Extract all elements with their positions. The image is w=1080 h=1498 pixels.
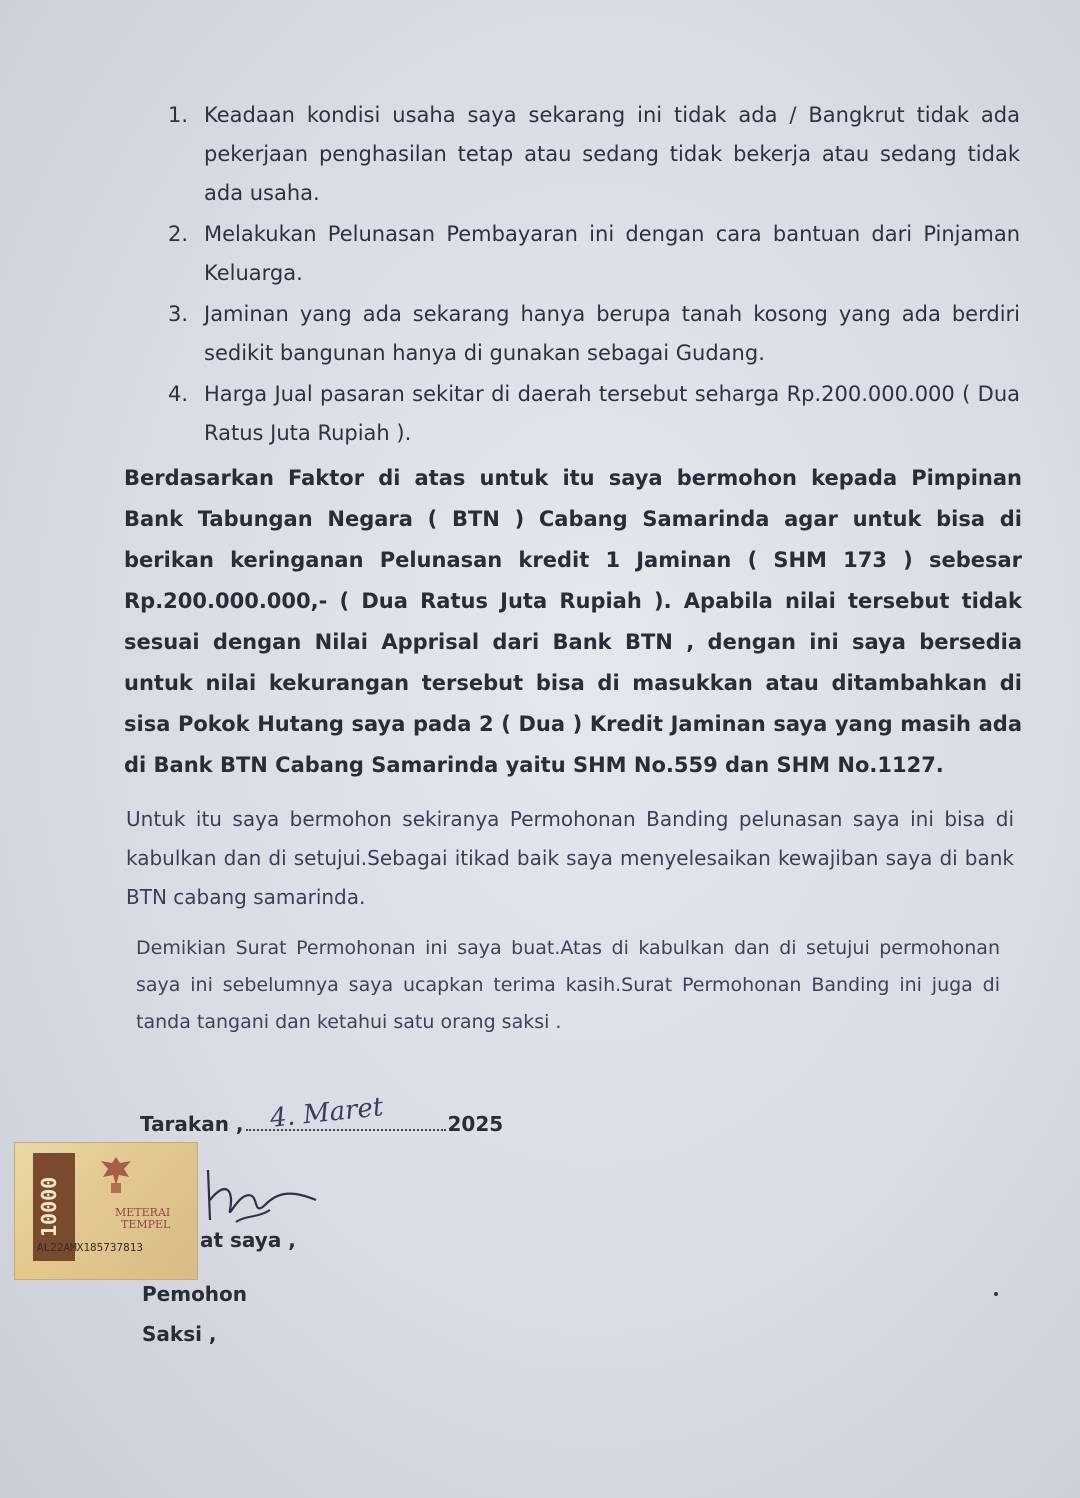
applicant-label: Pemohon <box>142 1282 248 1306</box>
list-number: 1. <box>168 103 189 127</box>
list-item <box>168 295 1020 373</box>
list-item <box>168 96 1020 213</box>
list-item <box>168 375 1020 453</box>
request-paragraph: Berdasarkan Faktor di atas untuk itu saya bermohon kepada Pimpinan Bank Tabungan Negara ( BTN ) Cabang Samarinda agar untuk bisa di berikan keringanan Pelunasan kredit 1 Jaminan ( SHM 173 ) sebesar Rp.200.000.000,- ( Dua Ratus Juta Rupiah ). Apabila nilai tersebut tidak sesuai dengan Nilai Apprisal dari Bank BTN , dengan ini saya bersedia untuk nilai kekurangan tersebut bisa di masukkan atau ditambahkan di sisa Pokok Hutang saya pada 2 ( Dua ) Kredit Jaminan saya yang masih ada di Bank BTN Cabang Samarinda yaitu SHM No.559 dan SHM No.1127. <box>124 466 1022 777</box>
list-item <box>168 215 1020 293</box>
date-year: 2025 <box>447 1112 504 1136</box>
list-text: Keadaan kondisi usaha saya sekarang ini tidak ada / Bangkrut tidak ada pekerjaan penghasilan tetap atau sedang tidak bekerja atau sedang tidak ada usaha. <box>204 103 1020 205</box>
list-number: 4. <box>168 382 189 406</box>
stamp-label <box>115 1207 170 1231</box>
reasons-list <box>168 96 1020 453</box>
stamp-value: 10000 <box>37 1176 61 1238</box>
handwritten-date: 4. Maret <box>268 1092 385 1134</box>
closing-paragraph: Demikian Surat Permohonan ini saya buat.Atas di kabulkan dan di setujui permohonan saya ini sebelumnya saya ucapkan terima kasih.Surat Permohonan Banding ini juga di tanda tangani dan ketahui satu orang saksi . <box>136 937 1000 1033</box>
appeal-paragraph: Untuk itu saya bermohon sekiranya Permohonan Banding pelunasan saya ini bisa di kabulkan dan di setujui.Sebagai itikad baik saya menyelesaikan kewajiban saya di bank BTN cabang samarinda. <box>126 807 1014 909</box>
garuda-emblem-icon <box>93 1153 139 1199</box>
witness-label: Saksi , <box>142 1322 217 1346</box>
list-text: Jaminan yang ada sekarang hanya berupa tanah kosong yang ada berdiri sedikit bangunan hanya di gunakan sebagai Gudang. <box>204 302 1020 365</box>
duty-stamp <box>14 1142 198 1280</box>
closing-salutation: at saya , <box>200 1228 296 1252</box>
list-text: Harga Jual pasaran sekitar di daerah tersebut seharga Rp.200.000.000 ( Dua Ratus Juta Rupiah ). <box>204 382 1020 445</box>
stamp-label-line2: TEMPEL <box>121 1218 171 1231</box>
ink-dot <box>994 1292 998 1296</box>
stamp-label-line1: METERAI <box>115 1206 171 1219</box>
place-label: Tarakan , <box>140 1112 244 1136</box>
stamp-serial: AL22AMX185737813 <box>37 1241 143 1254</box>
list-number: 3. <box>168 302 189 326</box>
list-number: 2. <box>168 222 189 246</box>
list-text: Melakukan Pelunasan Pembayaran ini dengan cara bantuan dari Pinjaman Keluarga. <box>204 222 1020 285</box>
